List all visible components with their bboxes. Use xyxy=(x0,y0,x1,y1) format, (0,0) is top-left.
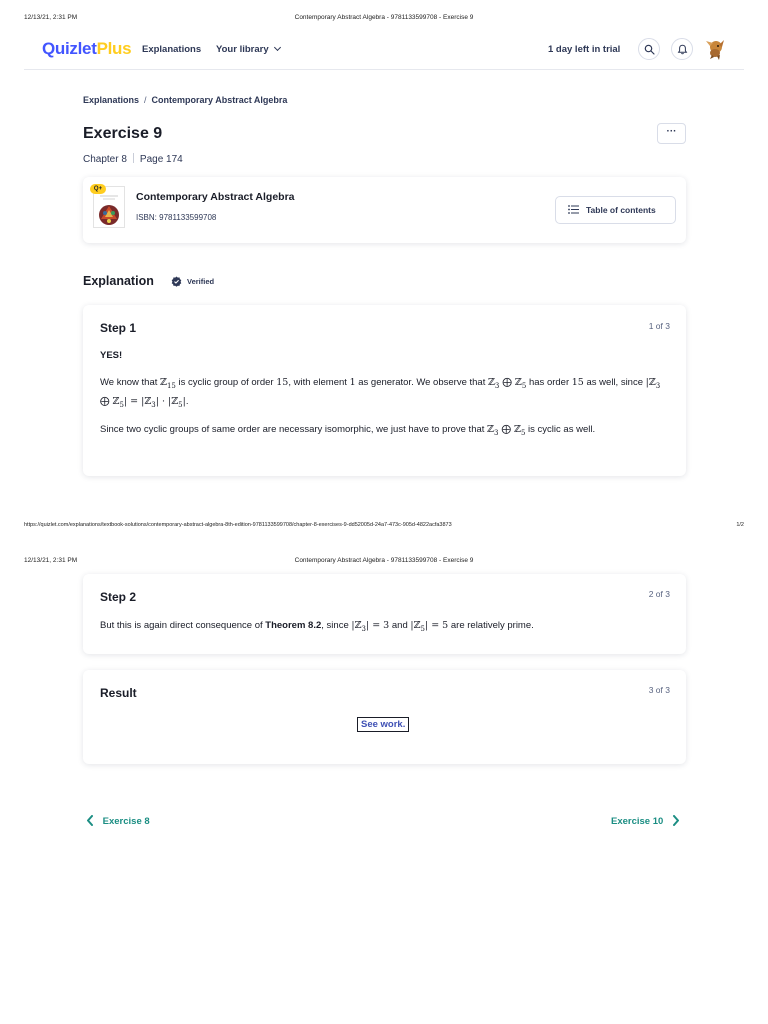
previous-exercise-link[interactable] xyxy=(86,815,150,827)
step-counter: 1 of 3 xyxy=(648,321,670,331)
bell-icon xyxy=(677,44,688,55)
page-label: Page 174 xyxy=(139,154,183,165)
step-counter: 2 of 3 xyxy=(648,589,670,599)
theorem-reference: Theorem 8.2 xyxy=(265,620,322,631)
book-isbn: ISBN: 9781133599708 xyxy=(136,213,217,222)
nav-explanations-link[interactable]: Explanations xyxy=(142,44,202,55)
chevron-down-icon xyxy=(274,44,281,51)
print-header xyxy=(0,14,768,26)
next-exercise-label: Exercise 10 xyxy=(611,816,664,827)
plus-badge: Q+ xyxy=(90,184,106,194)
step-title: Step 1 xyxy=(100,321,137,335)
breadcrumb-explanations[interactable]: Explanations xyxy=(83,95,140,105)
see-work-link[interactable]: See work. xyxy=(357,717,409,732)
step-counter: 3 of 3 xyxy=(648,685,670,695)
result-card xyxy=(83,670,686,764)
print-title: Contemporary Abstract Algebra - 9781133599708 - Exercise 9 xyxy=(294,557,474,564)
print-header xyxy=(0,557,768,569)
more-options-button[interactable]: ··· xyxy=(657,123,686,144)
nav-your-library-label: Your library xyxy=(216,44,269,55)
step-card xyxy=(83,574,686,654)
print-page-number: 1/2 xyxy=(736,522,744,528)
previous-exercise-label: Exercise 8 xyxy=(102,816,150,827)
chevron-left-icon xyxy=(86,815,94,826)
exercise-location xyxy=(83,153,183,165)
book-title[interactable]: Contemporary Abstract Algebra xyxy=(136,191,295,203)
nav-your-library-menu[interactable] xyxy=(216,44,280,55)
quizlet-plus-logo[interactable]: QuizletPlus xyxy=(42,39,132,58)
step-answer: YES! xyxy=(100,350,123,361)
book-cover xyxy=(93,186,125,228)
table-of-contents-label: Table of contents xyxy=(586,205,656,215)
verified-check-icon xyxy=(171,276,182,287)
step-text: We know that ℤ$_{15}$ is cyclic group of order 15, with element 1 as generator. We observe that ℤ$_3$ ⨁ ℤ$_5$ has order 15 as well, since |ℤ$_3$ ⨁ ℤ$_5$| = |ℤ$_3$| · |ℤ$_5$|. xyxy=(100,377,661,409)
chapter-label: Chapter 8 xyxy=(83,154,127,165)
step-text: But this is again direct consequence of Theorem 8.2, since |ℤ$_3$| = 3 and |ℤ$_5$| = 5 are relatively prime. xyxy=(100,620,534,633)
search-button[interactable] xyxy=(638,38,660,60)
print-title: Contemporary Abstract Algebra - 9781133599708 - Exercise 9 xyxy=(294,14,474,21)
avatar[interactable] xyxy=(704,38,726,60)
step-card xyxy=(83,305,686,476)
print-url: https://quizlet.com/explanations/textbook-solutions/contemporary-abstract-algebra-8th-edition-9781133599708/chapter-8-exercises-9-dd52005d-24a7-473c-905d-4822acfa3873 xyxy=(24,522,452,528)
step-text: Since two cyclic groups of same order are necessary isomorphic, we just have to prove that ℤ$_3$ ⨁ ℤ$_5$ is cyclic as well. xyxy=(100,424,596,437)
divider xyxy=(133,153,134,163)
top-navigation xyxy=(24,34,744,70)
print-datetime: 12/13/21, 2:31 PM xyxy=(24,14,78,21)
table-of-contents-button[interactable] xyxy=(555,196,676,224)
breadcrumb-current[interactable]: Contemporary Abstract Algebra xyxy=(151,95,288,105)
breadcrumb xyxy=(83,95,287,105)
step-title: Step 2 xyxy=(100,590,137,604)
next-exercise-link[interactable] xyxy=(611,815,680,827)
notifications-button[interactable] xyxy=(671,38,693,60)
textbook-card[interactable] xyxy=(83,177,686,243)
trial-status[interactable]: 1 day left in trial xyxy=(548,44,621,55)
breadcrumb-separator: / xyxy=(144,95,147,105)
chevron-right-icon xyxy=(672,815,680,826)
search-icon xyxy=(644,44,655,55)
result-title: Result xyxy=(100,686,137,700)
page-title: Exercise 9 xyxy=(83,125,163,142)
print-datetime: 12/13/21, 2:31 PM xyxy=(24,557,78,564)
list-icon xyxy=(568,205,579,214)
explanation-heading: Explanation xyxy=(83,274,154,288)
verified-label: Verified xyxy=(187,277,215,286)
